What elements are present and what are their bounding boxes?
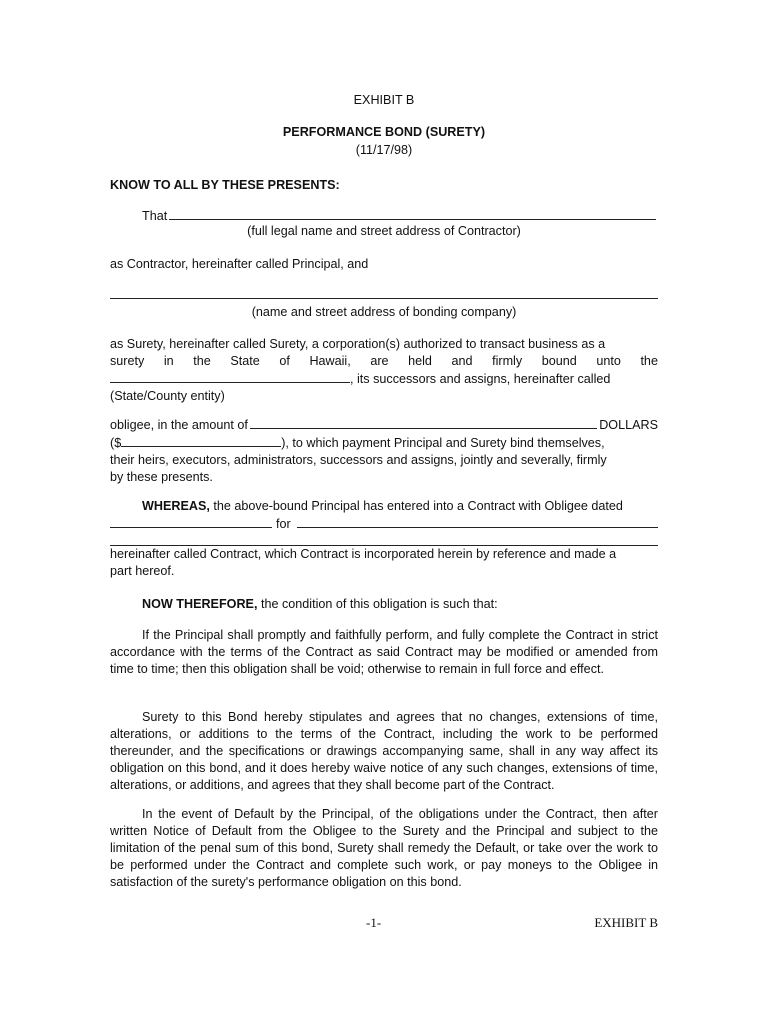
surety-paragraph <box>110 336 658 405</box>
principal-paragraph: If the Principal shall promptly and faithfully perform, and fully complete the Contract in strict accordance with the terms of the Contract as said Contract may be modified or amended from time to time; then this obligation shall be void; otherwise to remain in full force and effect. <box>110 628 658 676</box>
surety-line-4: (State/County entity) <box>110 389 225 403</box>
obligee-entity-blank <box>110 370 350 383</box>
surety-stipulates-paragraph: Surety to this Bond hereby stipulates and agrees that no changes, extensions of time, alterations, or additions to the terms of the Contract, including the work to be performed thereunder, and the specifications or drawings accompanying same, shall in any way affect its obligation on this bond, and it does hereby waive notice of any such changes, extensions of time, alterations, or additions, and agrees that they shall become part of the Contract. <box>110 710 658 792</box>
surety-line-1: as Surety, hereinafter called Surety, a corporation(s) authorized to transact business as a <box>110 337 606 351</box>
amount-words-blank <box>250 416 597 429</box>
know-all-heading: KNOW TO ALL BY THESE PRESENTS: <box>110 178 340 192</box>
bonding-company-line <box>110 286 658 299</box>
page-number: -1- <box>366 915 382 930</box>
bonding-company-caption: (name and street address of bonding company) <box>251 305 517 319</box>
surety-line-3: , its successors and assigns, hereinafter called <box>110 370 658 388</box>
obligee-line-1: obligee, in the amount of DOLLARS <box>110 418 658 432</box>
now-therefore-line: NOW THEREFORE, the condition of this obligation is such that: <box>142 597 498 611</box>
whereas-line-4: hereinafter called Contract, which Contract is incorporated herein by reference and made a <box>110 547 617 561</box>
exhibit-heading: EXHIBIT B <box>353 93 415 107</box>
whereas-line-2: for <box>110 515 658 533</box>
as-contractor-text: as Contractor, hereinafter called Principal, and <box>110 257 369 271</box>
contractor-line <box>110 207 658 225</box>
whereas-line-1: WHEREAS, the above-bound Principal has entered into a Contract with Obligee dated <box>142 499 623 513</box>
whereas-paragraph <box>110 498 658 580</box>
obligee-line-3: their heirs, executors, administrators, successors and assigns, jointly and severally, firmly <box>110 453 607 467</box>
footer-exhibit-label: EXHIBIT B <box>594 915 658 930</box>
contract-for-blank <box>297 515 658 528</box>
bonding-company-blank <box>110 286 658 299</box>
contractor-blank <box>169 207 656 220</box>
surety-line-2: surety in the State of Hawaii, are held and firmly bound unto the <box>110 354 658 368</box>
obligee-paragraph <box>110 416 658 486</box>
obligee-line-2: ($ ), to which payment Principal and Surety bind themselves, <box>110 436 605 450</box>
whereas-line-3 <box>110 533 658 546</box>
contractor-caption: (full legal name and street address of Contractor) <box>247 224 521 238</box>
obligee-line-4: by these presents. <box>110 470 213 484</box>
default-paragraph: In the event of Default by the Principal, of the obligations under the Contract, then after written Notice of Default from the Obligee to the Surety and the Principal and subject to the limitation of the penal sum of this bond, Surety shall remedy the Default, or take over the work to be performed under the Contract and complete such work, or pay moneys to the Obligee in satisfaction of the surety's performance obligation on this bond. <box>110 807 658 889</box>
whereas-line-5: part hereof. <box>110 564 175 578</box>
that-label: That <box>142 209 168 223</box>
contract-date-blank <box>110 515 272 528</box>
document-date: (11/17/98) <box>355 143 413 157</box>
amount-figures-blank <box>121 434 281 447</box>
document-title: PERFORMANCE BOND (SURETY) <box>282 125 486 139</box>
contract-description-blank <box>110 533 658 546</box>
